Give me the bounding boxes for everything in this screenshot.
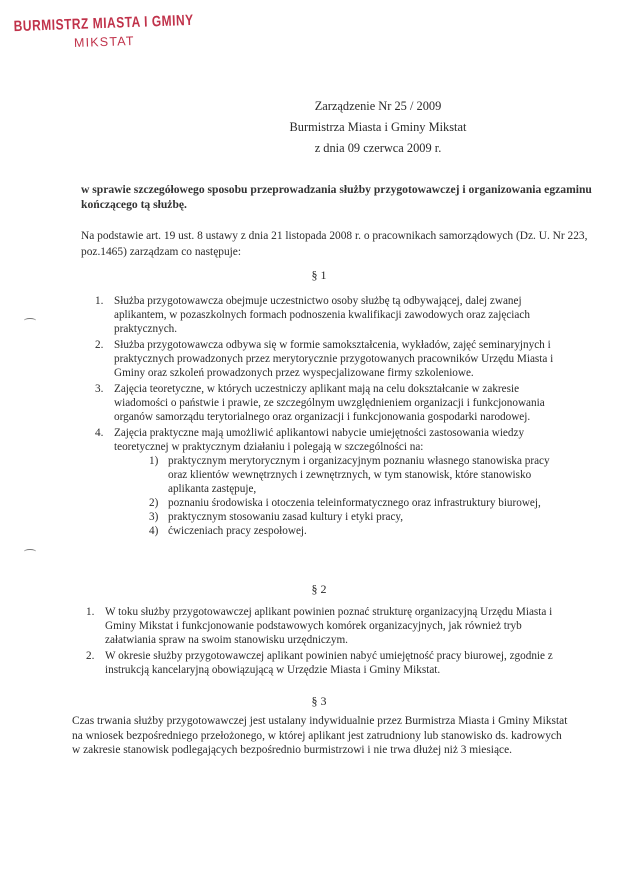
legal-basis: Na podstawie art. 19 ust. 8 ustawy z dnia 21 listopada 2008 r. o pracownikach samorządowych (Dz. U. Nr 223, poz.1465) zarządzam co następuje:: [81, 230, 588, 258]
list-item: [86, 605, 566, 647]
item-number: 2.: [95, 339, 104, 351]
section-1-list: [95, 294, 567, 540]
item-text: Służba przygotowawcza obejmuje uczestnictwo osoby służbę tą odbywającej, dalej zwanej aplikantem, w pozaszkolnych formach podnoszenia kwalifikacji zawodowych oraz zajęciach praktycznych.: [114, 295, 530, 335]
issue-date: z dnia 09 czerwca 2009 r.: [314, 141, 442, 155]
document-header: [0, 96, 638, 159]
section-3-text: Czas trwania służby przygotowawczej jest ustalany indywidualnie przez Burmistrza Miasta i Gminy Mikstat na wniosek bezpośredniego przełożonego, w której aplikant jest zatrudniony lub stanowisko ds. kadrowych w zakresie stanowisk podlegających bezpośrednio burmistrzowi i nie trwa dłużej niż 3 miesiące.: [72, 715, 568, 756]
sub-item-number: 3): [149, 511, 159, 523]
stamp-line-2: MIKSTAT: [73, 33, 135, 51]
stamp-line-1: BURMISTRZ MIASTA I GMINY: [13, 11, 194, 35]
scan-mark: [24, 549, 36, 554]
list-item: [95, 294, 567, 336]
section-2-list: [86, 605, 566, 679]
sub-list-item: [149, 524, 567, 538]
sub-item-text: praktycznym stosowaniu zasad kultury i etyki pracy,: [168, 511, 404, 523]
office-stamp: [13, 13, 194, 52]
list-item: [95, 338, 567, 380]
list-item: [95, 426, 567, 538]
sub-item-number: 4): [149, 525, 159, 537]
sub-item-number: 1): [149, 455, 159, 467]
item-text: Zajęcia praktyczne mają umożliwić aplikantowi nabycie umiejętności zastosowania wiedzy teoretycznej w praktycznym działaniu i polegają w szczególności na:: [114, 427, 525, 453]
item-text: Zajęcia teoretyczne, w których uczestniczy aplikant mają na celu dokształcanie w zakresie wiadomości o państwie i prawie, ze szczególnym uwzględnieniem organizacji i funkcjonowania organów samorządu terytorialnego oraz organizacji i funkcjonowania gospodarki narodowej.: [114, 383, 545, 423]
item-text: W okresie służby przygotowawczej aplikant powinien nabyć umiejętność pracy biurowej, zgodnie z instrukcją kancelaryjną obowiązującą w Urzędzie Miasta i Gminy Mikstat.: [105, 650, 553, 676]
list-item: [86, 649, 566, 677]
sub-item-text: praktycznym merytorycznym i organizacyjnym poznaniu własnego stanowiska pracy oraz klientów wewnętrznych i zewnętrznych, w tym stanowisk, które stanowisko aplikanta zastępuje,: [168, 455, 550, 495]
sub-item-number: 2): [149, 497, 159, 509]
scan-mark: [24, 318, 36, 323]
sub-list: [114, 454, 567, 538]
sub-item-text: ćwiczeniach pracy zespołowej.: [168, 525, 307, 537]
sub-list-item: [149, 510, 567, 524]
item-text: W toku służby przygotowawczej aplikant powinien poznać strukturę organizacyjną Urzędu Miasta i Gminy Mikstat i funkcjonowanie podstawowych komórek organizacyjnych, jak również tryb załatwiania spraw na swoim stanowisku urzędniczym.: [105, 606, 553, 646]
item-number: 3.: [95, 383, 104, 395]
item-text: Służba przygotowawcza odbywa się w formie samokształcenia, wykładów, zajęć seminaryjnych i praktycznych prowadzonych przez merytorycznie przygotowanych pracowników Urzędu Miasta i Gminy oraz szkoleń prowadzonych przez wyspecjalizowane firmy szkoleniowe.: [114, 339, 554, 379]
section-2-heading: § 2: [311, 582, 327, 596]
sub-list-item: [149, 496, 567, 510]
issuer: Burmistrza Miasta i Gminy Mikstat: [289, 120, 467, 134]
ordinance-number: Zarządzenie Nr 25 / 2009: [314, 99, 442, 113]
item-number: 1.: [86, 606, 95, 618]
list-item: [95, 382, 567, 424]
sub-item-text: poznaniu środowiska i otoczenia teleinformatycznego oraz infrastruktury biurowej,: [168, 497, 541, 509]
document-subject: w sprawie szczegółowego sposobu przeprowadzania służby przygotowawczej i organizowania egzaminu kończącego tą służbę.: [81, 183, 592, 211]
section-3-heading: § 3: [311, 694, 327, 708]
item-number: 2.: [86, 650, 95, 662]
sub-list-item: [149, 454, 567, 496]
item-number: 1.: [95, 295, 104, 307]
item-number: 4.: [95, 427, 104, 439]
section-1-heading: § 1: [311, 268, 327, 282]
